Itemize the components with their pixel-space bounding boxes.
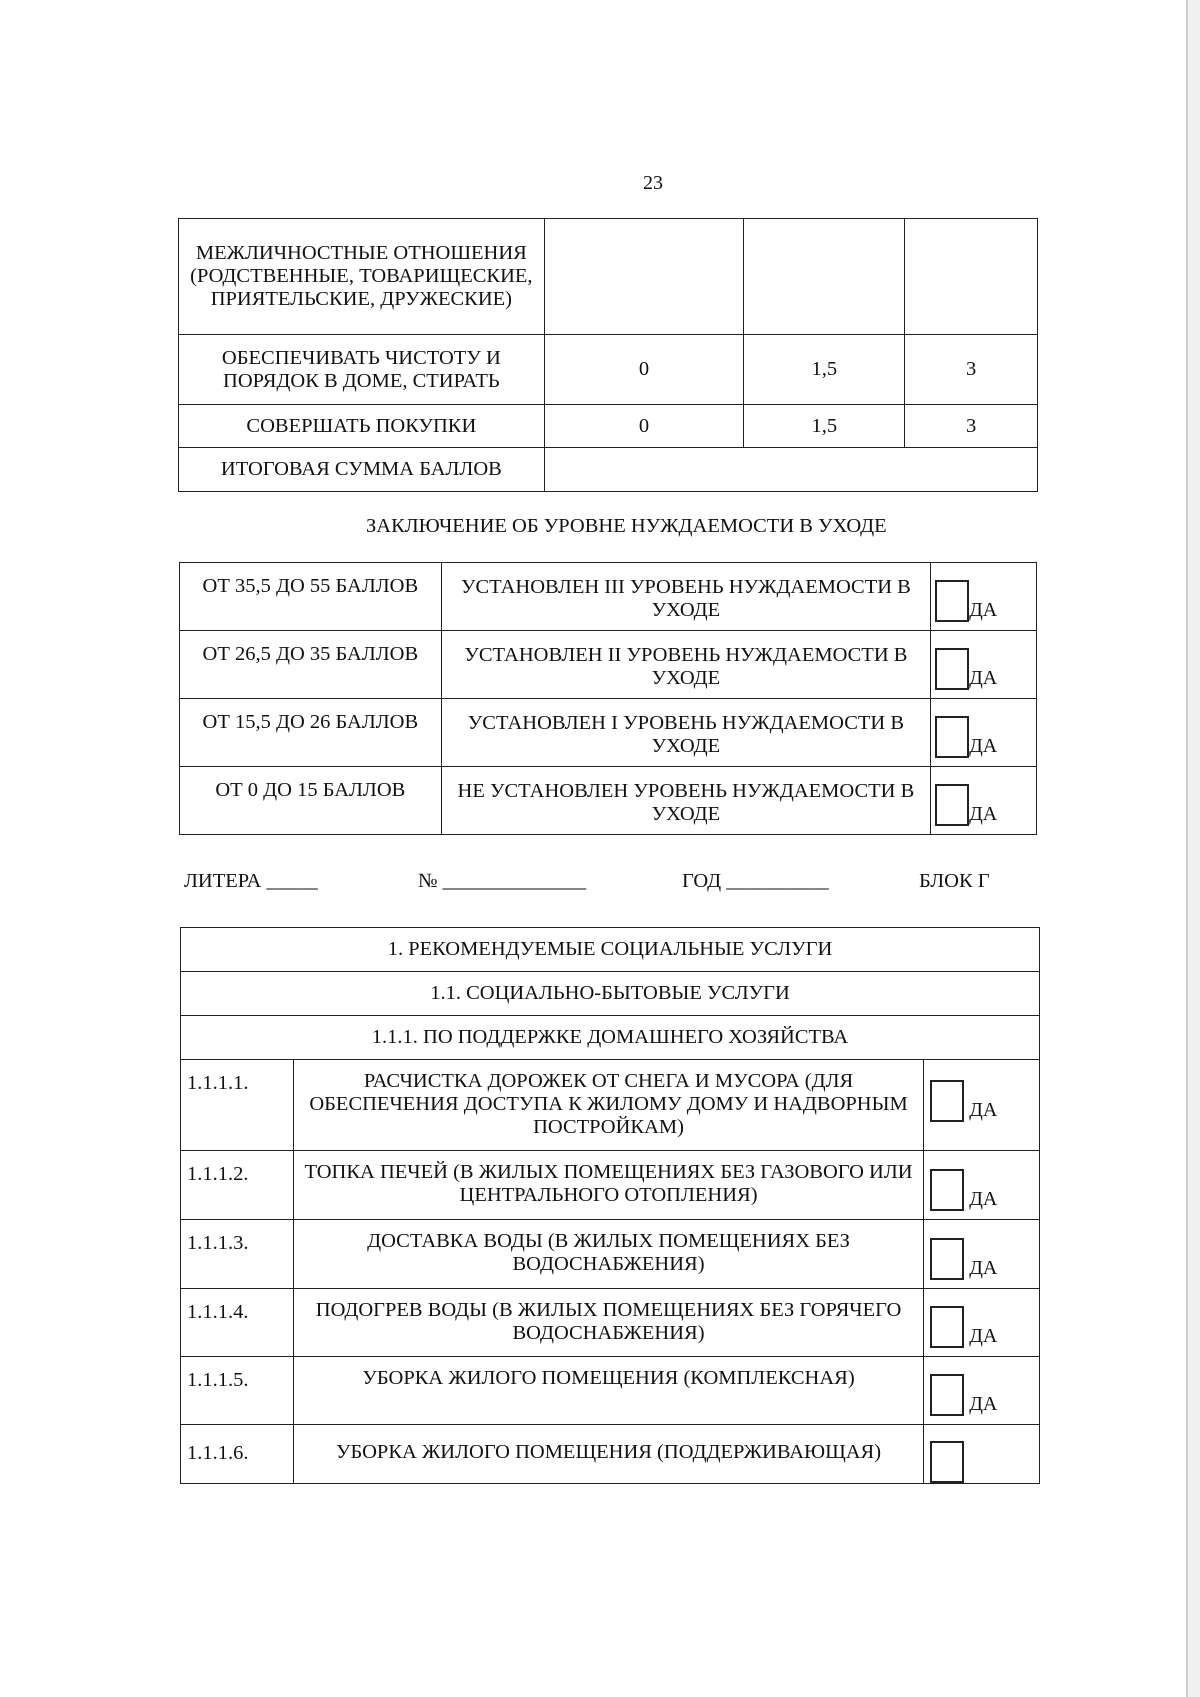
table-row — [179, 448, 1038, 492]
table-row — [179, 405, 1038, 448]
score-label: ОБЕСПЕЧИВАТЬ ЧИСТОТУ И ПОРЯДОК В ДОМЕ, СТИРАТЬ — [179, 335, 545, 405]
block-label: БЛОК Г — [919, 870, 990, 892]
level-cell: УСТАНОВЛЕН III УРОВЕНЬ НУЖДАЕМОСТИ В УХОДЕ — [441, 563, 930, 631]
conclusion-title: ЗАКЛЮЧЕНИЕ ОБ УРОВНЕ НУЖДАЕМОСТИ В УХОДЕ — [366, 515, 887, 537]
yes-checkbox[interactable] — [931, 767, 1037, 835]
year-field: ГОД __________ — [682, 870, 829, 892]
score-value: 3 — [905, 335, 1038, 405]
score-value — [544, 219, 744, 335]
yes-label: ДА — [969, 803, 998, 825]
table-row — [180, 699, 1037, 767]
page-number: 23 — [643, 172, 663, 194]
yes-checkbox[interactable] — [924, 1357, 1040, 1425]
service-name: УБОРКА ЖИЛОГО ПОМЕЩЕНИЯ (КОМПЛЕКСНАЯ) — [293, 1357, 923, 1425]
number-field: № ______________ — [418, 870, 587, 892]
service-code: 1.1.1.6. — [181, 1425, 294, 1484]
table-row — [181, 928, 1040, 972]
yes-checkbox[interactable] — [924, 1289, 1040, 1357]
table-row — [181, 1220, 1040, 1289]
yes-checkbox[interactable] — [924, 1220, 1040, 1289]
score-value: 0 — [544, 405, 744, 448]
service-name: УБОРКА ЖИЛОГО ПОМЕЩЕНИЯ (ПОДДЕРЖИВАЮЩАЯ) — [293, 1425, 923, 1484]
yes-label: ДА — [969, 735, 998, 757]
services-section: 1.1.1. ПО ПОДДЕРЖКЕ ДОМАШНЕГО ХОЗЯЙСТВА — [181, 1016, 1040, 1060]
service-code: 1.1.1.2. — [181, 1151, 294, 1220]
score-label: МЕЖЛИЧНОСТНЫЕ ОТНОШЕНИЯ (РОДСТВЕННЫЕ, ТОВАРИЩЕСКИЕ, ПРИЯТЕЛЬСКИЕ, ДРУЖЕСКИЕ) — [179, 219, 545, 335]
checkbox-square[interactable] — [930, 1306, 964, 1348]
yes-label: ДА — [969, 1393, 998, 1415]
range-cell: ОТ 15,5 ДО 26 БАЛЛОВ — [180, 699, 442, 767]
checkbox-square[interactable] — [935, 580, 969, 622]
score-value: 1,5 — [744, 405, 905, 448]
checkbox-square[interactable] — [930, 1238, 964, 1280]
total-label: ИТОГОВАЯ СУММА БАЛЛОВ — [179, 448, 545, 492]
table-row — [180, 563, 1037, 631]
range-cell: ОТ 35,5 ДО 55 БАЛЛОВ — [180, 563, 442, 631]
service-name: ПОДОГРЕВ ВОДЫ (В ЖИЛЫХ ПОМЕЩЕНИЯХ БЕЗ ГОРЯЧЕГО ВОДОСНАБЖЕНИЯ) — [293, 1289, 923, 1357]
score-value: 1,5 — [744, 335, 905, 405]
services-subheading: 1.1. СОЦИАЛЬНО-БЫТОВЫЕ УСЛУГИ — [181, 972, 1040, 1016]
table-row — [181, 1425, 1040, 1484]
table-row — [180, 631, 1037, 699]
yes-label: ДА — [969, 1325, 998, 1347]
level-cell: УСТАНОВЛЕН II УРОВЕНЬ НУЖДАЕМОСТИ В УХОДЕ — [441, 631, 930, 699]
checkbox-square[interactable] — [935, 648, 969, 690]
checkbox-square[interactable] — [930, 1080, 964, 1122]
yes-checkbox[interactable] — [931, 631, 1037, 699]
score-label: СОВЕРШАТЬ ПОКУПКИ — [179, 405, 545, 448]
yes-checkbox[interactable] — [924, 1425, 1040, 1484]
table-row — [181, 972, 1040, 1016]
service-code: 1.1.1.5. — [181, 1357, 294, 1425]
table-row — [181, 1016, 1040, 1060]
checkbox-square[interactable] — [930, 1441, 964, 1483]
yes-checkbox[interactable] — [924, 1060, 1040, 1151]
level-cell: УСТАНОВЛЕН I УРОВЕНЬ НУЖДАЕМОСТИ В УХОДЕ — [441, 699, 930, 767]
conclusion-table — [179, 562, 1037, 835]
yes-label: ДА — [969, 667, 998, 689]
service-name: ТОПКА ПЕЧЕЙ (В ЖИЛЫХ ПОМЕЩЕНИЯХ БЕЗ ГАЗОВОГО ИЛИ ЦЕНТРАЛЬНОГО ОТОПЛЕНИЯ) — [293, 1151, 923, 1220]
table-row — [181, 1151, 1040, 1220]
score-value — [744, 219, 905, 335]
range-cell: ОТ 0 ДО 15 БАЛЛОВ — [180, 767, 442, 835]
yes-label: ДА — [969, 1099, 998, 1121]
table-row — [180, 767, 1037, 835]
checkbox-square[interactable] — [935, 784, 969, 826]
service-name: ДОСТАВКА ВОДЫ (В ЖИЛЫХ ПОМЕЩЕНИЯХ БЕЗ ВОДОСНАБЖЕНИЯ) — [293, 1220, 923, 1289]
services-table — [180, 927, 1040, 1484]
yes-label: ДА — [969, 599, 998, 621]
score-value: 3 — [905, 405, 1038, 448]
yes-checkbox[interactable] — [924, 1151, 1040, 1220]
table-row — [179, 219, 1038, 335]
yes-label: ДА — [969, 1257, 998, 1279]
yes-checkbox[interactable] — [931, 699, 1037, 767]
services-heading: 1. РЕКОМЕНДУЕМЫЕ СОЦИАЛЬНЫЕ УСЛУГИ — [181, 928, 1040, 972]
score-table — [178, 218, 1038, 492]
level-cell: НЕ УСТАНОВЛЕН УРОВЕНЬ НУЖДАЕМОСТИ В УХОДЕ — [441, 767, 930, 835]
checkbox-square[interactable] — [935, 716, 969, 758]
service-name: РАСЧИСТКА ДОРОЖЕК ОТ СНЕГА И МУСОРА (ДЛЯ ОБЕСПЕЧЕНИЯ ДОСТУПА К ЖИЛОМУ ДОМУ И НАДВОРНЫМ ПОСТРОЙКАМ) — [293, 1060, 923, 1151]
table-row — [181, 1060, 1040, 1151]
score-value — [905, 219, 1038, 335]
table-row — [181, 1357, 1040, 1425]
range-cell: ОТ 26,5 ДО 35 БАЛЛОВ — [180, 631, 442, 699]
yes-label: ДА — [969, 1188, 998, 1210]
service-code: 1.1.1.1. — [181, 1060, 294, 1151]
service-code: 1.1.1.3. — [181, 1220, 294, 1289]
table-row — [181, 1289, 1040, 1357]
yes-checkbox[interactable] — [931, 563, 1037, 631]
score-value: 0 — [544, 335, 744, 405]
litera-field: ЛИТЕРА _____ — [184, 870, 318, 892]
service-code: 1.1.1.4. — [181, 1289, 294, 1357]
checkbox-square[interactable] — [930, 1169, 964, 1211]
checkbox-square[interactable] — [930, 1374, 964, 1416]
table-row — [179, 335, 1038, 405]
total-value — [544, 448, 1037, 492]
